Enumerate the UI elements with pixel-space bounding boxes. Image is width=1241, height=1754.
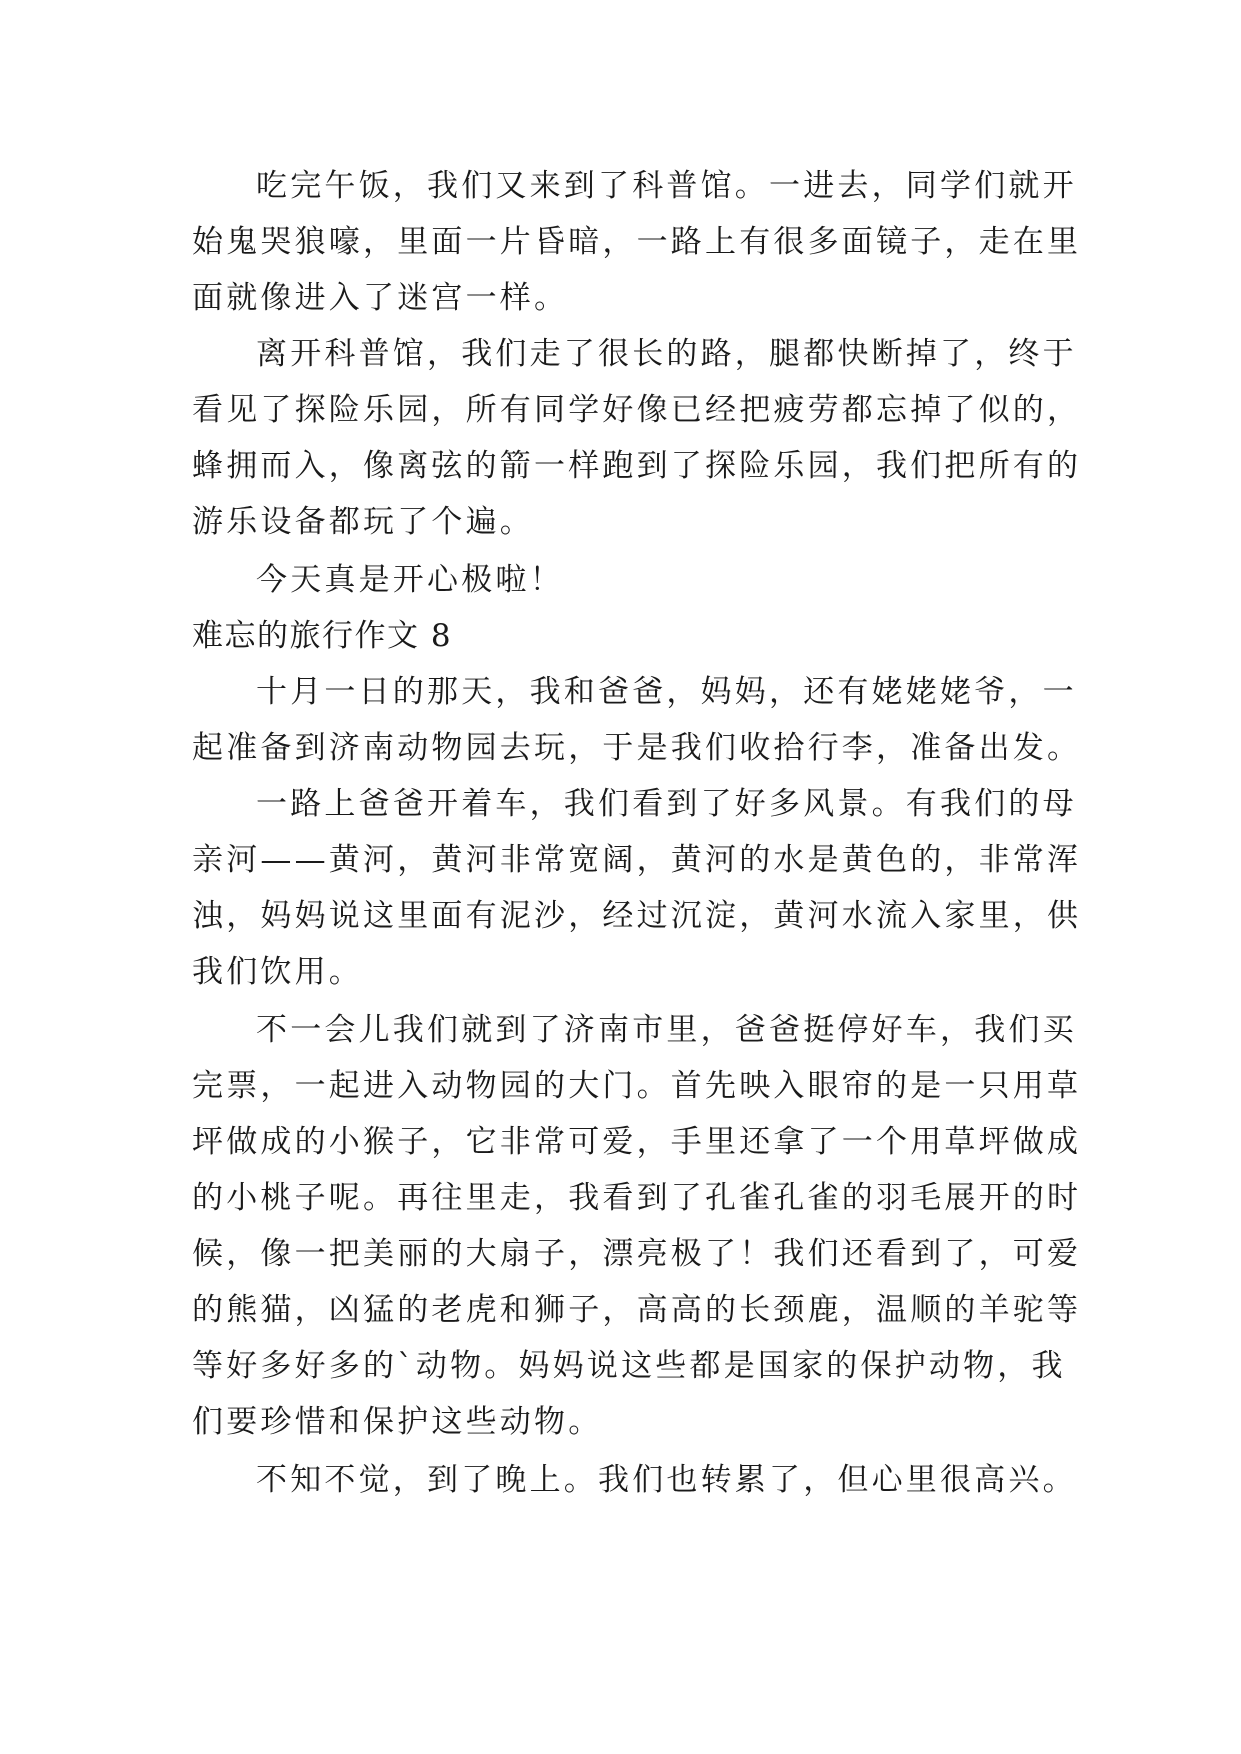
paragraph-line: 坪做成的小猴子，它非常可爱，手里还拿了一个用草坪做成 <box>192 1124 1082 1160</box>
paragraph-line: 浊，妈妈说这里面有泥沙，经过沉淀，黄河水流入家里，供 <box>192 898 1082 934</box>
paragraph-line: 离开科普馆，我们走了很长的路，腿都快断掉了，终于 <box>256 336 1077 372</box>
paragraph-line: 蜂拥而入，像离弦的箭一样跑到了探险乐园，我们把所有的 <box>192 448 1082 484</box>
paragraph-line: 始鬼哭狼嚎，里面一片昏暗，一路上有很多面镜子，走在里 <box>192 224 1082 260</box>
paragraph-line: 游乐设备都玩了个遍。 <box>192 504 534 540</box>
paragraph-line: 亲河——黄河，黄河非常宽阔，黄河的水是黄色的，非常浑 <box>192 842 1082 878</box>
paragraph-line: 不一会儿我们就到了济南市里，爸爸挺停好车，我们买 <box>256 1012 1077 1048</box>
paragraph-line: 等好多好多的`动物。妈妈说这些都是国家的保护动物，我 <box>192 1348 1066 1384</box>
paragraph-line: 吃完午饭，我们又来到了科普馆。一进去，同学们就开 <box>256 168 1077 204</box>
paragraph-line: 面就像进入了迷宫一样。 <box>192 280 569 316</box>
paragraph-line: 完票，一起进入动物园的大门。首先映入眼帘的是一只用草 <box>192 1068 1082 1104</box>
paragraph-line: 起准备到济南动物园去玩，于是我们收拾行李，准备出发。 <box>192 730 1082 766</box>
paragraph-line: 我们饮用。 <box>192 954 363 990</box>
section-heading: 难忘的旅行作文 8 <box>192 618 453 654</box>
paragraph-line: 不知不觉，到了晚上。我们也转累了，但心里很高兴。 <box>256 1462 1077 1498</box>
paragraph-line: 的小桃子呢。再往里走，我看到了孔雀孔雀的羽毛展开的时 <box>192 1180 1082 1216</box>
paragraph-line: 的熊猫，凶猛的老虎和狮子，高高的长颈鹿，温顺的羊驼等 <box>192 1292 1082 1328</box>
paragraph-line: 们要珍惜和保护这些动物。 <box>192 1404 603 1440</box>
paragraph-line: 十月一日的那天，我和爸爸，妈妈，还有姥姥姥爷，一 <box>256 674 1077 710</box>
paragraph-line: 看见了探险乐园，所有同学好像已经把疲劳都忘掉了似的， <box>192 392 1082 428</box>
paragraph-line: 今天真是开心极啦！ <box>256 562 564 598</box>
paragraph-line: 候，像一把美丽的大扇子，漂亮极了！我们还看到了，可爱 <box>192 1236 1082 1272</box>
paragraph-line: 一路上爸爸开着车，我们看到了好多风景。有我们的母 <box>256 786 1077 822</box>
